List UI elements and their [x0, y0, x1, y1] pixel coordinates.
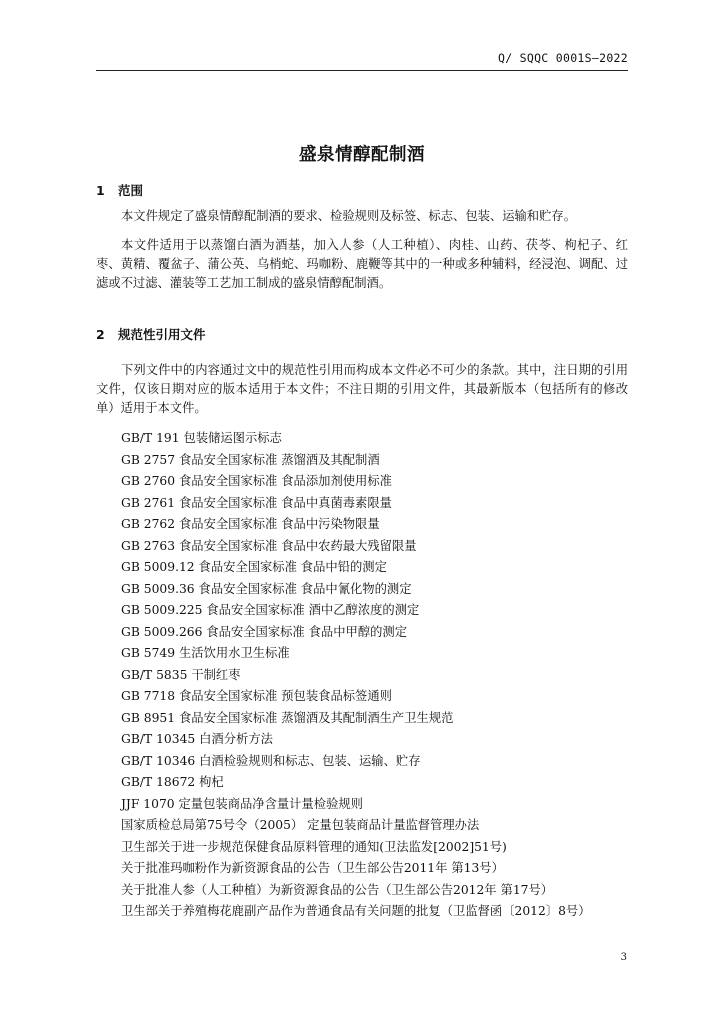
reference-item: GB 7718 食品安全国家标准 预包装食品标签通则 [121, 689, 392, 703]
section-1-heading [96, 181, 143, 199]
document-title: 盛泉情醇配制酒 [299, 145, 425, 165]
reference-item: GB/T 10345 白酒分析方法 [121, 732, 273, 746]
section-2-heading [96, 325, 206, 343]
header-rule [96, 70, 628, 71]
paragraph: 下列文件中的内容通过文中的规范性引用而构成本文件必不可少的条款。其中，注日期的引用文件，仅该日期对应的版本适用于本文件；不注日期的引用文件，其最新版本（包括所有的修改单）适用于本文件。 [96, 363, 628, 415]
reference-item: GB/T 18672 枸杞 [121, 775, 224, 789]
reference-item: 关于批准人参（人工种植）为新资源食品的公告（卫生部公告2012年 第17号） [121, 882, 554, 897]
reference-item: GB 5749 生活饮用水卫生标准 [121, 646, 290, 660]
section-number: 1 [96, 183, 105, 198]
section-number: 2 [96, 327, 105, 342]
section-title: 范围 [118, 183, 144, 198]
reference-item: GB/T 191 包装储运图示标志 [121, 431, 282, 445]
reference-item: GB 5009.12 食品安全国家标准 食品中铅的测定 [121, 560, 387, 574]
page-number: 3 [620, 952, 627, 963]
reference-item: GB 8951 食品安全国家标准 蒸馏酒及其配制酒生产卫生规范 [121, 710, 454, 725]
reference-item: GB/T 5835 干制红枣 [121, 667, 241, 682]
reference-item: GB 2762 食品安全国家标准 食品中污染物限量 [121, 517, 380, 531]
reference-item: 国家质检总局第75号令（2005） 定量包装商品计量监督管理办法 [121, 818, 480, 832]
reference-item: 卫生部关于进一步规范保健食品原料管理的通知(卫法监发[2002]51号) [121, 839, 507, 854]
reference-item: GB 2761 食品安全国家标准 食品中真菌毒素限量 [121, 495, 392, 510]
reference-item: GB 5009.36 食品安全国家标准 食品中氰化物的测定 [121, 581, 412, 596]
paragraph: 本文件规定了盛泉情醇配制酒的要求、检验规则及标签、标志、包装、运输和贮存。 [121, 209, 576, 223]
reference-item: GB/T 10346 白酒检验规则和标志、包装、运输、贮存 [121, 753, 421, 768]
paragraph: 本文件适用于以蒸馏白酒为酒基，加入人参（人工种植）、肉桂、山药、茯苓、枸杞子、红枣、黄精、覆盆子、蒲公英、乌梢蛇、玛咖粉、鹿鞭等其中的一种或多种辅料，经浸泡、调配、过滤或不过滤、灌装等工艺加工制成的盛泉情醇配制酒。 [96, 238, 628, 290]
document-code: Q/ SQQC 0001S—2022 [497, 51, 628, 65]
reference-list [121, 428, 631, 923]
reference-item: GB 2757 食品安全国家标准 蒸馏酒及其配制酒 [121, 452, 380, 467]
reference-item: GB 5009.225 食品安全国家标准 酒中乙醇浓度的测定 [121, 603, 420, 617]
section-title: 规范性引用文件 [118, 327, 206, 342]
reference-item: GB 2763 食品安全国家标准 食品中农药最大残留限量 [121, 538, 417, 553]
reference-item: 关于批准玛咖粉作为新资源食品的公告（卫生部公告2011年 第13号） [121, 861, 504, 875]
reference-item: GB 2760 食品安全国家标准 食品添加剂使用标准 [121, 474, 392, 488]
reference-item: GB 5009.266 食品安全国家标准 食品中甲醇的测定 [121, 624, 408, 639]
reference-item: 卫生部关于养殖梅花鹿副产品作为普通食品有关问题的批复（卫监督函〔2012〕8号） [121, 904, 591, 918]
reference-item: JJF 1070 定量包装商品净含量计量检验规则 [121, 796, 363, 811]
